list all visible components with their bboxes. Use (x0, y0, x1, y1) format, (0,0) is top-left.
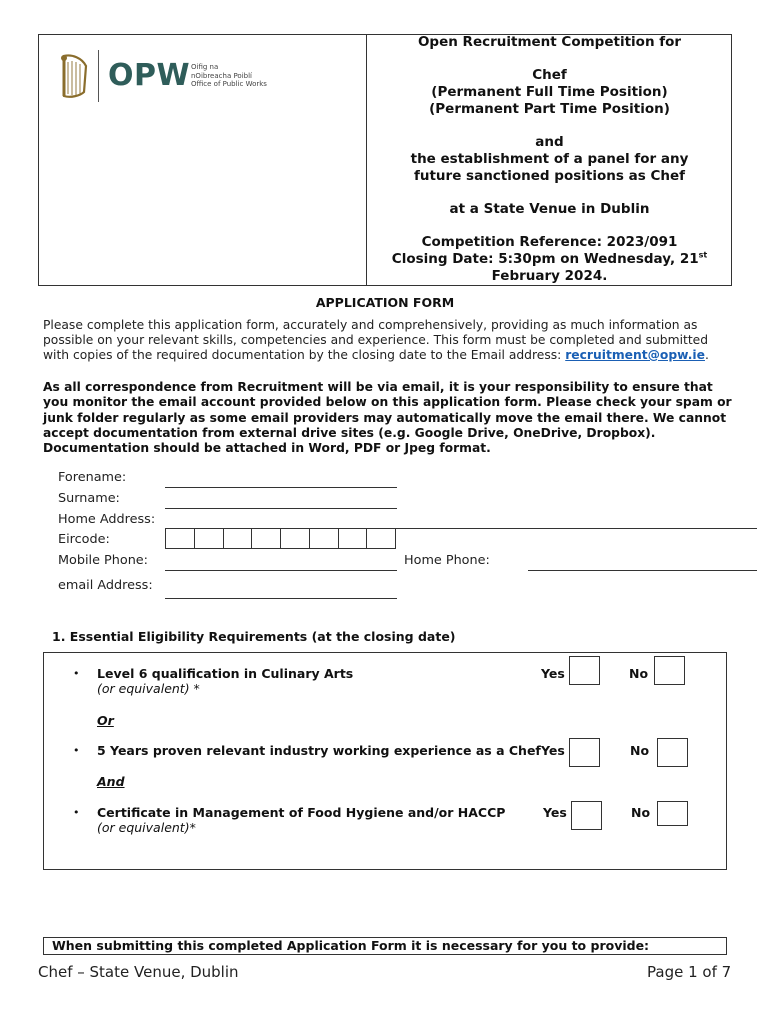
yes-checkbox-2[interactable] (569, 738, 600, 767)
and-conjunction: And (97, 774, 125, 789)
no-label-3: No (631, 805, 651, 820)
requirement-food-hygiene (97, 805, 505, 835)
intro-end: . (704, 348, 709, 362)
opw-sub-line-1: Oifig na (191, 63, 219, 71)
bullet-icon: • (73, 744, 80, 757)
position-full-time: (Permanent Full Time Position) (431, 84, 668, 100)
yes-checkbox-1[interactable] (569, 656, 600, 685)
footer-title: Chef – State Venue, Dublin (38, 963, 239, 981)
provide-heading: When submitting this completed Application Form it is necessary for you to provide: (43, 937, 727, 955)
page-number: Page 1 of 7 (647, 963, 732, 981)
and-text: and (535, 134, 564, 150)
bullet-icon: • (73, 806, 80, 819)
forename-field[interactable] (165, 487, 397, 488)
closing-date (367, 251, 732, 268)
intro-paragraph (43, 318, 728, 363)
requirement-food-hygiene-text: Certificate in Management of Food Hygiene and/or HACCP (97, 805, 506, 820)
mobile-phone-field[interactable] (165, 570, 397, 571)
yes-label-1: Yes (541, 666, 565, 681)
home-phone-label: Home Phone: (404, 553, 490, 568)
requirement-culinary (97, 666, 353, 696)
no-checkbox-2[interactable] (657, 738, 688, 767)
requirement-experience: 5 Years proven relevant industry working experience as a Chef (97, 743, 541, 758)
bullet-icon: • (73, 667, 80, 680)
opw-subtitle (191, 63, 281, 89)
no-label-2: No (630, 743, 650, 758)
yes-label-3: Yes (543, 805, 567, 820)
opw-sub-line-3: Office of Public Works (191, 80, 267, 88)
closing-date-sup: st (698, 250, 708, 260)
requirement-food-hygiene-note: (or equivalent)* (97, 820, 196, 835)
yes-checkbox-3[interactable] (571, 801, 602, 830)
competition-title: Open Recruitment Competition for (417, 34, 682, 50)
home-address-label: Home Address: (58, 512, 156, 527)
yes-label-2: Yes (541, 743, 565, 758)
requirement-culinary-note: (or equivalent) * (97, 681, 200, 696)
form-title: APPLICATION FORM (315, 295, 455, 310)
recruitment-email-link[interactable]: recruitment@opw.ie (565, 348, 705, 362)
no-checkbox-1[interactable] (654, 656, 685, 685)
eligibility-heading: 1. Essential Eligibility Requirements (at the closing date) (52, 629, 456, 644)
surname-label: Surname: (58, 491, 120, 506)
closing-date-text: Closing Date: 5:30pm on Wednesday, 21 (391, 251, 699, 267)
no-label-1: No (629, 666, 649, 681)
position-chef: Chef (532, 67, 567, 83)
home-phone-field[interactable] (528, 570, 757, 571)
opw-brand: OPW (108, 58, 191, 93)
email-label: email Address: (58, 578, 153, 593)
eircode-field[interactable] (165, 528, 396, 549)
panel-text: the establishment of a panel for any future sanctioned positions as Chef (410, 151, 689, 184)
requirement-culinary-text: Level 6 qualification in Culinary Arts (97, 666, 354, 681)
eircode-label: Eircode: (58, 532, 110, 547)
mobile-phone-label: Mobile Phone: (58, 553, 148, 568)
email-field[interactable] (165, 598, 397, 599)
forename-label: Forename: (58, 470, 127, 485)
email-notice: As all correspondence from Recruitment will be via email, it is your responsibility to ensure that you monitor the email account provided below on this application form. Please check your spam or junk folder regularly as some email providers may automatically move the email there. We cannot accept documentation from external drive sites (e.g. Google Drive, OneDrive, Dropbox). Documentation should be attached in Word, PDF or Jpeg format. (43, 380, 732, 456)
surname-field[interactable] (165, 508, 397, 509)
competition-reference: Competition Reference: 2023/091 (421, 234, 678, 250)
intro-text: Please complete this application form, accurately and comprehensively, providing as much information as possible on your relevant skills, competencies and experience. This form must be completed and submitted with copies of the required documentation by the closing date to the Email address: (43, 318, 709, 362)
harp-icon (58, 52, 90, 100)
no-checkbox-3[interactable] (657, 801, 688, 826)
opw-sub-line-2: nOibreacha Poiblí (191, 71, 252, 80)
position-part-time: (Permanent Part Time Position) (429, 101, 670, 117)
venue-text: at a State Venue in Dublin (449, 201, 650, 217)
closing-date-end: February 2024. (491, 268, 608, 284)
competition-header (367, 34, 732, 285)
logo-separator (98, 50, 99, 102)
or-conjunction: Or (97, 713, 114, 728)
